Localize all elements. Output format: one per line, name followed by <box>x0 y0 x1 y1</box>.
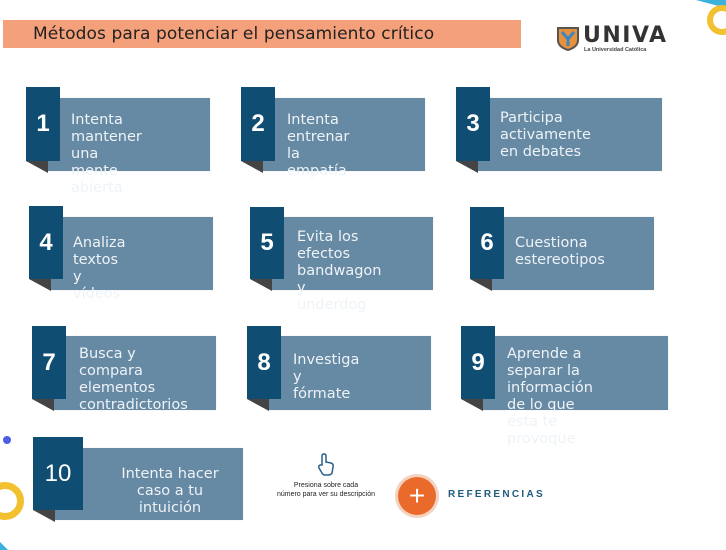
card-text: Intenta hacer caso a tu intuición <box>121 466 219 516</box>
number-button-9[interactable] <box>461 326 495 399</box>
dot-decoration <box>3 436 11 444</box>
card-text: Busca y compara elementos contradictorios <box>79 346 188 413</box>
number-button-4[interactable] <box>29 206 63 279</box>
card-text: Aprende a separar la información de lo que esta te provoque <box>507 346 593 447</box>
references-link[interactable]: REFERENCIAS <box>448 489 545 500</box>
number-button-1[interactable] <box>26 87 60 161</box>
page-title: Métodos para potenciar el pensamiento crítico <box>33 24 435 44</box>
logo-subtitle: La Universidad Católica <box>584 47 647 53</box>
number-button-5[interactable] <box>250 207 284 279</box>
corner-triangle-decoration-bottom <box>0 542 8 550</box>
number-button-7[interactable] <box>32 326 66 399</box>
number-button-10[interactable] <box>33 437 83 510</box>
hand-pointer-icon <box>316 452 336 476</box>
number-button-8[interactable] <box>247 326 281 399</box>
card-number: 7 <box>42 348 56 376</box>
hint-line-2: número para ver su descripción <box>276 491 376 498</box>
logo-wordmark: UNIVA <box>583 23 668 48</box>
card-text: Cuestiona estereotipos <box>515 235 605 268</box>
tap-hint <box>270 452 382 499</box>
card-number: 5 <box>260 229 274 256</box>
card-number: 8 <box>257 348 271 376</box>
hint-line-1: Presiona sobre cada <box>293 482 359 489</box>
univa-logo <box>557 25 672 55</box>
plus-icon: + <box>408 480 426 511</box>
number-button-6[interactable] <box>470 207 504 279</box>
number-button-2[interactable] <box>241 87 275 161</box>
card-number: 3 <box>466 110 480 137</box>
references-plus-button[interactable] <box>398 477 436 515</box>
card-number: 1 <box>36 110 50 137</box>
card-number: 2 <box>251 110 265 137</box>
card-text: Participa activamente en debates <box>500 110 591 160</box>
card-number: 4 <box>39 228 53 256</box>
card-number: 10 <box>44 459 72 487</box>
card-text: Intenta entrenar la empatía <box>287 112 350 179</box>
title-bar <box>3 20 521 48</box>
card-text: Intenta mantener una mente abierta <box>71 112 142 196</box>
corner-arc-decoration <box>707 5 726 35</box>
card-number: 6 <box>480 229 494 256</box>
number-button-3[interactable] <box>456 87 490 161</box>
card-text: Analiza textos y vídeos <box>73 235 126 302</box>
card-text: Evita los efectos bandwagon y underdog <box>297 229 382 313</box>
shield-y-icon <box>557 27 579 51</box>
ring-decoration <box>0 482 24 520</box>
card-number: 9 <box>471 348 485 376</box>
card-text: Investiga y fórmate <box>293 352 360 402</box>
